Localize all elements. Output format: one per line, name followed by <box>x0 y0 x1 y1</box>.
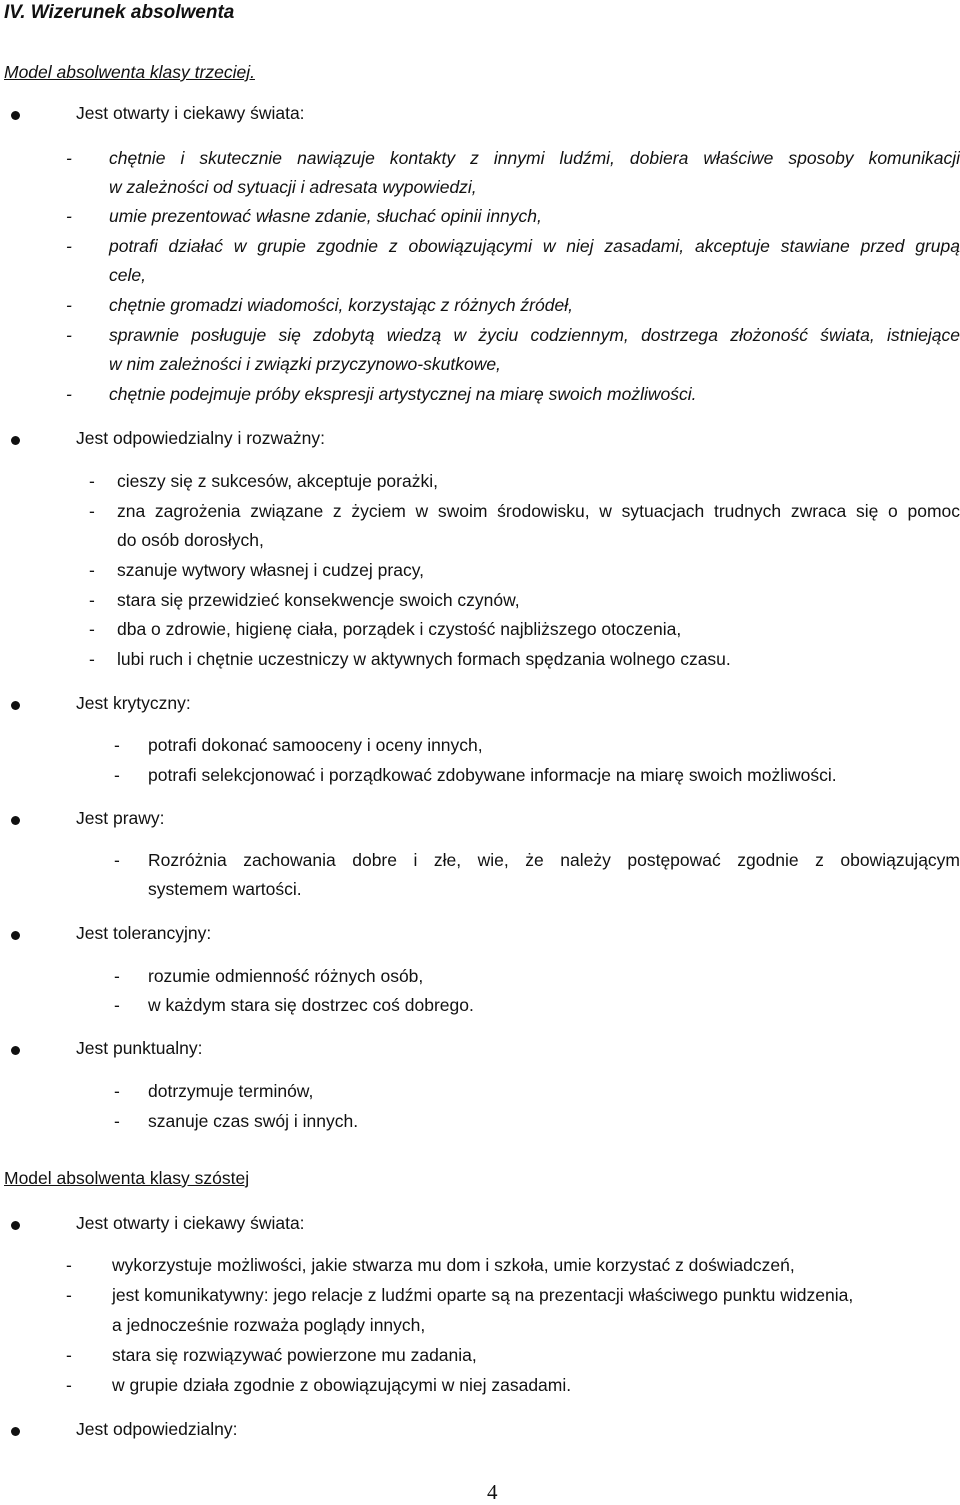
list-item-line: szanuje czas swój i innych. <box>148 1111 359 1131</box>
list-item-line: w nim zależności i związki przyczynowo-skutkowe, <box>109 354 501 374</box>
dash-marker: - <box>89 471 95 491</box>
list-item-line: lubi ruch i chętnie uczestniczy w aktywnych formach spędzania wolnego czasu. <box>117 649 731 669</box>
dash-marker: - <box>66 148 72 168</box>
list-item-line: w grupie działa zgodnie z obowiązującymi w niej zasadami. <box>112 1375 572 1395</box>
dash-marker: - <box>66 1345 72 1365</box>
dash-marker: - <box>66 325 72 345</box>
list-item-line: zna zagrożenia związane z życiem w swoim środowisku, w sytuacjach trudnych zwraca się o pomoc <box>117 501 960 521</box>
dash-marker: - <box>114 850 120 870</box>
model-title-grade6: Model absolwenta klasy szóstej <box>4 1168 250 1188</box>
dash-marker: - <box>89 501 95 521</box>
trait-label-honest: Jest prawy: <box>76 808 165 828</box>
bullet-icon <box>11 436 20 445</box>
list-item-line: systemem wartości. <box>148 879 302 899</box>
dash-marker: - <box>66 236 72 256</box>
trait-label-open: Jest otwarty i ciekawy świata: <box>76 103 305 123</box>
list-item-line: umie prezentować własne zdanie, słuchać opinii innych, <box>109 206 542 226</box>
list-item-line: cieszy się z sukcesów, akceptuje porażki, <box>117 471 438 491</box>
list-item-line: stara się przewidzieć konsekwencje swoich czynów, <box>117 590 520 610</box>
list-item-line: potrafi dokonać samooceny i oceny innych, <box>148 735 483 755</box>
trait-label-open-grade6: Jest otwarty i ciekawy świata: <box>76 1213 305 1233</box>
trait-label-responsible: Jest odpowiedzialny i rozważny: <box>76 428 326 448</box>
list-item-line: do osób dorosłych, <box>117 530 264 550</box>
bullet-icon <box>11 931 20 940</box>
dash-marker: - <box>114 1081 120 1101</box>
list-item-line: chętnie podejmuje próby ekspresji artystycznej na miarę swoich możliwości. <box>109 384 697 404</box>
dash-marker: - <box>89 649 95 669</box>
list-item-line: a jednocześnie rozważa poglądy innych, <box>112 1315 426 1335</box>
list-item-line: wykorzystuje możliwości, jakie stwarza mu dom i szkoła, umie korzystać z doświadczeń, <box>112 1255 795 1275</box>
dash-marker: - <box>66 206 72 226</box>
section-heading: IV. Wizerunek absolwenta <box>4 2 235 23</box>
list-item-line: Rozróżnia zachowania dobre i złe, wie, że należy postępować zgodnie z obowiązującym <box>148 850 960 870</box>
dash-marker: - <box>114 966 120 986</box>
trait-label-responsible-grade6: Jest odpowiedzialny: <box>76 1419 238 1439</box>
dash-marker: - <box>66 1255 72 1275</box>
list-item-line: jest komunikatywny: jego relacje z ludźmi oparte są na prezentacji właściwego punktu widzenia, <box>112 1285 854 1305</box>
trait-label-tolerant: Jest tolerancyjny: <box>76 923 212 943</box>
list-item-line: potrafi selekcjonować i porządkować zdobywane informacje na miarę swoich możliwości. <box>148 765 837 785</box>
dash-marker: - <box>114 995 120 1015</box>
dash-marker: - <box>66 384 72 404</box>
list-item-line: w każdym stara się dostrzec coś dobrego. <box>148 995 474 1015</box>
trait-label-critical: Jest krytyczny: <box>76 693 191 713</box>
list-item-line: stara się rozwiązywać powierzone mu zadania, <box>112 1345 477 1365</box>
bullet-icon <box>11 1046 20 1055</box>
dash-marker: - <box>114 765 120 785</box>
bullet-icon <box>11 701 20 710</box>
list-item-line: potrafi działać w grupie zgodnie z obowiązującymi w niej zasadami, akceptuje stawiane przed grupą <box>109 236 960 256</box>
list-item-line: dotrzymuje terminów, <box>148 1081 314 1101</box>
page-number: 4 <box>487 1480 498 1504</box>
list-item-line: chętnie gromadzi wiadomości, korzystając z różnych źródeł, <box>109 295 573 315</box>
dash-marker: - <box>114 1111 120 1131</box>
dash-marker: - <box>89 560 95 580</box>
model-title-grade3: Model absolwenta klasy trzeciej. <box>4 62 255 82</box>
list-item-line: w zależności od sytuacji i adresata wypowiedzi, <box>109 177 477 197</box>
bullet-icon <box>11 816 20 825</box>
list-item-line: dba o zdrowie, higienę ciała, porządek i czystość najbliższego otoczenia, <box>117 619 682 639</box>
list-item-line: cele, <box>109 265 146 285</box>
list-item-line: chętnie i skutecznie nawiązuje kontakty z innymi ludźmi, dobiera właściwe sposoby komunikacji <box>109 148 960 168</box>
trait-label-punctual: Jest punktualny: <box>76 1038 203 1058</box>
dash-marker: - <box>66 1375 72 1395</box>
bullet-icon <box>11 111 20 120</box>
list-item-line: sprawnie posługuje się zdobytą wiedzą w życiu codziennym, dostrzega złożoność świata, istniejące <box>109 325 960 345</box>
dash-marker: - <box>66 1285 72 1305</box>
dash-marker: - <box>66 295 72 315</box>
dash-marker: - <box>89 619 95 639</box>
list-item-line: rozumie odmienność różnych osób, <box>148 966 424 986</box>
bullet-icon <box>11 1221 20 1230</box>
list-item-line: szanuje wytwory własnej i cudzej pracy, <box>117 560 425 580</box>
bullet-icon <box>11 1427 20 1436</box>
dash-marker: - <box>114 735 120 755</box>
dash-marker: - <box>89 590 95 610</box>
